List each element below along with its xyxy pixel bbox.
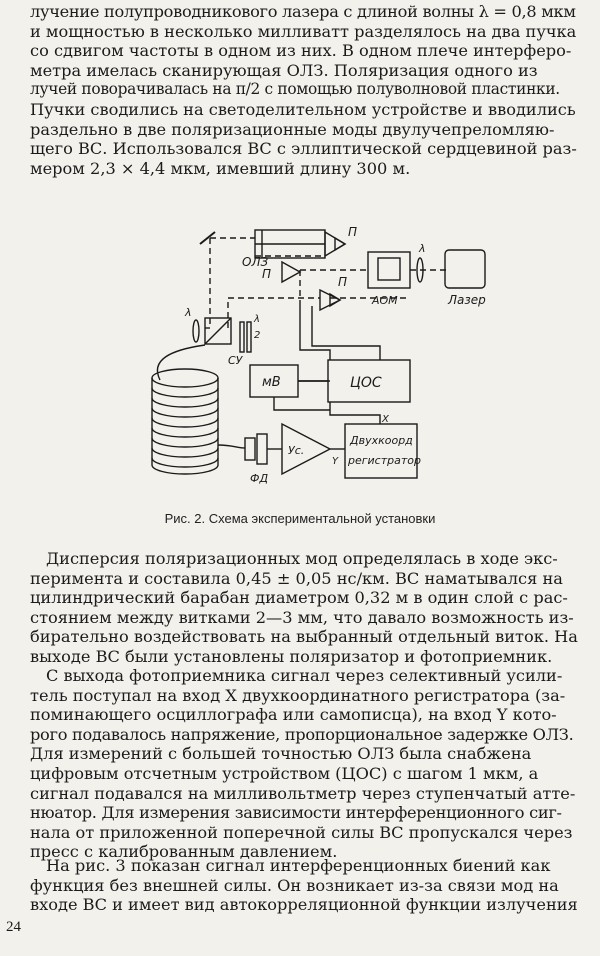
label-y: Y: [332, 456, 339, 467]
label-x: X: [382, 414, 389, 425]
text-line: нала от приложенной поперечной силы ВС пропускался через: [30, 822, 573, 842]
text-line: мером 2,3 × 4,4 мкм, имевший длину 300 м.: [30, 158, 411, 178]
label-registrar-1: Двухкоорд: [350, 434, 413, 447]
label-cos: ЦОС: [350, 375, 382, 391]
fiber-lead: [157, 345, 205, 380]
wire: [330, 402, 380, 424]
text-line: С выхода фотоприемника сигнал через селективный усили-: [46, 666, 563, 685]
label-p-right: П: [338, 275, 348, 289]
fiber-drum-top: [152, 369, 218, 387]
half-wave-plate: [240, 322, 244, 352]
text-line: входе ВС и имеет вид автокорреляционной функции излучения: [30, 895, 578, 915]
text-line: щего ВС. Использовался ВС с эллиптической сердцевиной раз-: [30, 139, 577, 159]
paragraph-dispersion: [30, 549, 578, 667]
text-line: поминающего осциллографа или самописца), на вход Y кото-: [30, 705, 557, 725]
label-aom: АОМ: [372, 294, 398, 307]
text-line: стоянием между витками 2—3 мм, что давало возможность из-: [30, 607, 574, 627]
label-olz: ОЛЗ: [242, 255, 269, 269]
figure-caption: Рис. 2. Схема экспериментальной установки: [164, 511, 436, 526]
text-line: тель поступал на вход X двухкоординатного регистратора (за-: [30, 685, 566, 705]
registrar-block: [345, 424, 417, 478]
label-lambda-left: λ: [185, 306, 192, 319]
label-fd: ФД: [250, 472, 269, 485]
text-line: сигнал подавался на милливольтметр через ступенчатый атте-: [30, 783, 576, 803]
text-line: со сдвигом частоты в одном из них. В одном плече интерферо-: [30, 41, 572, 61]
text-line: и мощностью в несколько милливатт разделялось на два пучка: [30, 21, 577, 41]
label-amp: Ус.: [288, 444, 305, 457]
wire: [274, 397, 330, 410]
text-line: метра имелась сканирующая ОЛЗ. Поляризация одного из: [30, 60, 538, 80]
photodetector: [245, 438, 255, 460]
prism-mid: [282, 262, 300, 282]
label-p-mid: П: [262, 267, 272, 281]
text-line: лучение полупроводникового лазера с длиной волны λ = 0,8 мкм: [30, 2, 576, 21]
text-line: На рис. 3 показан сигнал интерференционных биений как: [46, 856, 551, 875]
paragraph-signal: [30, 666, 578, 862]
page-number: 24: [6, 919, 21, 935]
text-line: функция без внешней силы. Он возникает из-за связи мод на: [30, 875, 559, 895]
label-half-wave-num: λ: [254, 314, 260, 325]
label-lambda-right: λ: [419, 242, 426, 255]
label-su: СУ: [228, 354, 243, 367]
wire: [300, 306, 330, 360]
text-line: лучей поворачивалась на π/2 с помощью полуволновой пластинки.: [30, 80, 560, 99]
fiber-lead: [218, 445, 245, 448]
text-line: цифровым отсчетным устройством (ЦОС) с шагом 1 мкм, а: [30, 763, 539, 783]
label-laser: Лазер: [448, 293, 486, 307]
text-line: рого подавалось напряжение, пропорциональное задержке ОЛЗ.: [30, 724, 574, 744]
label-mv: мВ: [262, 375, 281, 390]
text-line: Для измерений с большей точностью ОЛЗ была снабжена: [30, 744, 532, 764]
text-line: перимента и составила 0,45 ± 0,05 нс/км. ВС наматывался на: [30, 568, 563, 588]
text-line: нюатор. Для измерения зависимости интерференционного сиг-: [30, 803, 562, 823]
label-p-top: П: [348, 225, 358, 239]
text-line: раздельно в две поляризационные моды двулучепреломляю-: [30, 119, 555, 139]
lens-left: [193, 320, 199, 342]
text-line: цилиндрический барабан диаметром 0,32 м в один слой с рас-: [30, 588, 568, 608]
text-line: выходе ВС были установлены поляризатор и фотоприемник.: [30, 646, 553, 666]
text-line: Дисперсия поляризационных мод определялась в ходе экс-: [46, 549, 558, 568]
wire: [312, 306, 380, 360]
paragraph-intro: [30, 2, 578, 178]
text-line: бирательно воздействовать на выбранный отдельный виток. На: [30, 627, 578, 647]
paragraph-figure3: [30, 856, 578, 915]
label-half-wave-den: 2: [254, 330, 261, 341]
text-line: Пучки сводились на светоделительном устройстве и вводились: [30, 99, 576, 119]
experimental-setup-diagram: [0, 210, 600, 510]
text-line: пресс с калиброванным давлением.: [30, 842, 338, 862]
label-registrar-2: регистратор: [348, 454, 421, 467]
laser-block: [445, 250, 485, 288]
